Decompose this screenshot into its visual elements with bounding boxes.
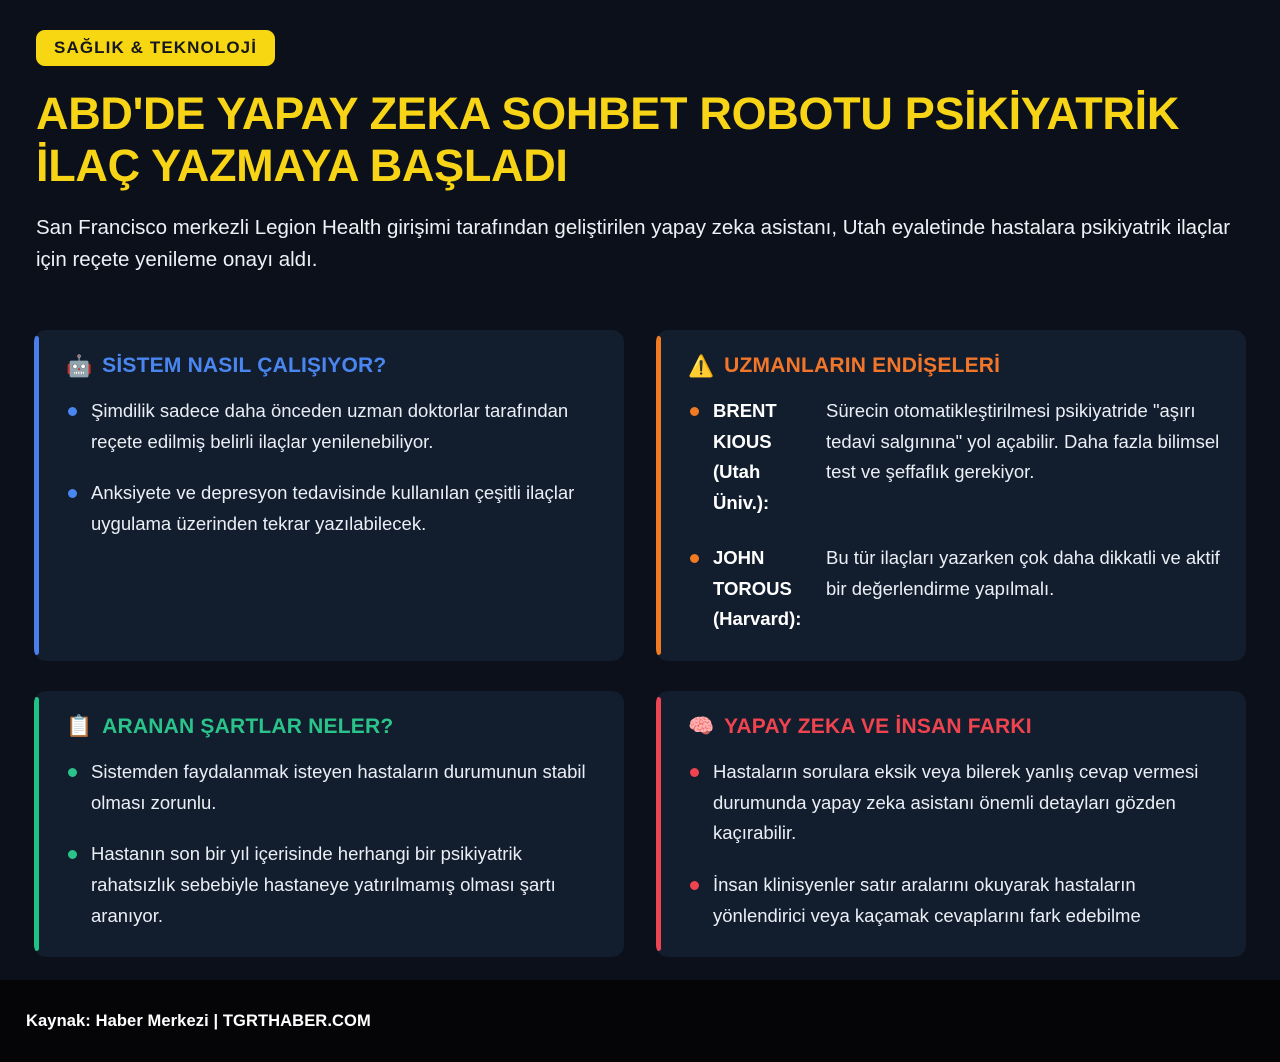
bullet-dot bbox=[690, 554, 699, 563]
card-uzmanlarin-endiseleri bbox=[656, 330, 1246, 661]
card-accent-bar bbox=[34, 336, 39, 655]
warning-icon: ⚠️ bbox=[688, 354, 715, 378]
bullet-dot bbox=[690, 407, 699, 416]
card-title: YAPAY ZEKA VE İNSAN FARKI bbox=[724, 714, 1032, 738]
page-subtitle: San Francisco merkezli Legion Health girişimi tarafından geliştirilen yapay zeka asistanı, Utah eyaletinde hastalara psikiyatrik ilaçlar için reçete yenileme onayı aldı. bbox=[36, 216, 1231, 271]
category-badge: SAĞLIK & TEKNOLOJİ bbox=[36, 30, 275, 66]
list-item bbox=[66, 478, 598, 539]
footer-bar bbox=[0, 980, 1280, 1062]
card-yapay-zeka-insan-farki bbox=[656, 691, 1246, 958]
header bbox=[0, 0, 1280, 275]
list-item bbox=[688, 870, 1220, 931]
list-item-text: Anksiyete ve depresyon tedavisinde kullanılan çeşitli ilaçlar uygulama üzerinden tekrar yazılabilecek. bbox=[91, 482, 575, 535]
robot-icon: 🤖 bbox=[66, 354, 93, 378]
list-item bbox=[66, 757, 598, 818]
page-title: ABD'DE YAPAY ZEKA SOHBET ROBOTU PSİKİYATRİK İLAÇ YAZMAYA BAŞLADI bbox=[36, 88, 1180, 192]
bullet-dot bbox=[68, 768, 77, 777]
source-credit: Kaynak: Haber Merkezi | TGRTHABER.COM bbox=[26, 1011, 371, 1030]
card-sistem-nasil-calisiyor bbox=[34, 330, 624, 661]
expert-description: Bu tür ilaçları yazarken çok daha dikkatli ve aktif bir değerlendirme yapılmalı. bbox=[826, 546, 1220, 599]
list-item bbox=[688, 757, 1220, 849]
list-item-text: Sistemden faydalanmak isteyen hastaların durumunun stabil olması zorunlu. bbox=[91, 760, 586, 813]
expert-name: BRENT KIOUS (Utah Üniv.): bbox=[713, 400, 777, 514]
bullet-dot bbox=[68, 407, 77, 416]
bullet-dot bbox=[690, 768, 699, 777]
card-title: ARANAN ŞARTLAR NELER? bbox=[102, 714, 394, 738]
list-item bbox=[66, 839, 598, 931]
card-accent-bar bbox=[656, 336, 661, 655]
bullet-list bbox=[66, 757, 598, 932]
list-item bbox=[66, 396, 598, 457]
card-title: SİSTEM NASIL ÇALIŞIYOR? bbox=[102, 354, 387, 377]
list-item-text: Şimdilik sadece daha önceden uzman doktorlar tarafından reçete edilmiş belirli ilaçlar yenilenebiliyor. bbox=[91, 400, 569, 452]
list-item-text: Hastanın son bir yıl içerisinde herhangi bir psikiyatrik rahatsızlık sebebiyle hastaneye yatırılmamış olması şartı aranıyor. bbox=[91, 843, 556, 926]
card-header bbox=[688, 715, 1220, 739]
card-title: UZMANLARIN ENDİŞELERİ bbox=[724, 354, 1001, 377]
expert-description: Sürecin otomatikleştirilmesi psikiyatride "aşırı tedavi salgınına" yol açabilir. Daha fazla bilimsel test ve şeffaflık gerekiyor. bbox=[826, 400, 1220, 483]
bullet-dot bbox=[68, 489, 77, 498]
expert-list bbox=[688, 396, 1220, 635]
brain-icon: 🧠 bbox=[688, 715, 715, 739]
card-accent-bar bbox=[34, 697, 39, 952]
list-item-text: İnsan klinisyenler satır aralarını okuyarak hastaların yönlendirici veya kaçamak cevaplarını fark edebilme bbox=[713, 874, 1141, 926]
list-item bbox=[688, 396, 1220, 519]
list-item bbox=[688, 543, 1220, 635]
card-accent-bar bbox=[656, 697, 661, 952]
bullet-dot bbox=[690, 881, 699, 890]
list-item-text: Hastaların sorulara eksik veya bilerek yanlış cevap vermesi durumunda yapay zeka asistanı önemli detayları gözden kaçırabilir. bbox=[713, 760, 1199, 844]
bullet-dot bbox=[68, 850, 77, 859]
card-grid bbox=[34, 330, 1246, 957]
expert-name: JOHN TOROUS (Harvard): bbox=[713, 546, 802, 630]
bullet-list bbox=[66, 396, 598, 540]
card-header bbox=[66, 715, 598, 739]
clipboard-icon: 📋 bbox=[66, 715, 93, 739]
card-header bbox=[66, 354, 598, 378]
bullet-list bbox=[688, 757, 1220, 932]
card-aranan-sartlar bbox=[34, 691, 624, 958]
card-header bbox=[688, 354, 1220, 378]
